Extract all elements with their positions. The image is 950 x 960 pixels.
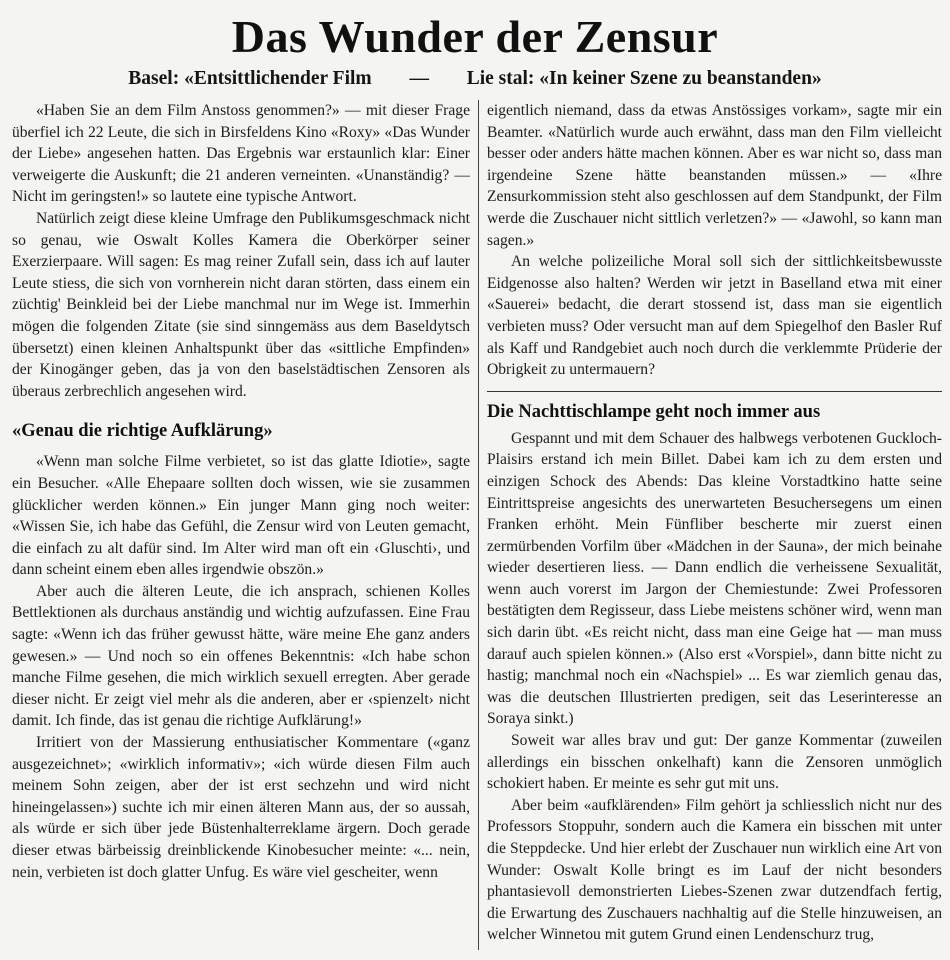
paragraph: Aber auch die älteren Leute, die ich ansprach, schienen Kolles Bettlektionen als durchaus anständig und wichtig aufzufassen. Eine Frau sagte: «Wenn ich das früher gewusst hätte, wäre meine Ehe ganz anders gewesen.» — Und noch so ein offenes Bekenntnis: «Ich habe schon manche Filme gesehen, die mich wirklich sexuell erregten. Aber gerade dieser nicht. Er zeigt viel mehr als die anderen, aber er ‹spienzelt› nicht damit. Ich finde, das ist genau die richtige Aufklärung!» [12,582,470,730]
paragraph: «Haben Sie an dem Film Anstoss genommen?» — mit dieser Frage überfiel ich 22 Leute, die sich in Birsfeldens Kino «Roxy» «Das Wunder der Liebe» angesehen hatten. Das Ergebnis war erstaunlich klar: Einer verweigerte die Auskunft; die 21 anderen verneinten. «Unanständig? — Nicht im geringsten!» so lautete eine typische Antwort. [12,102,470,206]
paragraph: Natürlich zeigt diese kleine Umfrage den Publikumsgeschmack nicht so genau, wie Oswalt Kolles Kamera die Oberkörper seiner Exerzierpaare. Will sagen: Es mag reiner Zufall sein, dass ich auf lauter Leute stiess, die sich von vornherein nicht daran störten, dass einem ein züchtig' Beinkleid bei der Liebe manchmal nur im Wege ist. Immerhin mögen die folgenden Zitate (sie sind sinngemäss aus dem Baseldytsch übersetzt) einen kleinen Anhaltspunkt über das «sittliche Empfinden» der Kinogänger geben, das ja von den baselstädtischen Zensoren als überaus zerbrechlich angesehen wird. [12,209,470,400]
subheadline-liestal: Lie stal: «In keiner Szene zu beanstanden» [466,68,822,89]
subheadline-dash: — [409,68,429,89]
section-divider [487,391,942,392]
article-subheadline [0,66,950,92]
paragraph: Aber beim «aufklärenden» Film gehört ja schliesslich nicht nur des Professors Stoppuhr, sondern auch die Kamera ein bisschen mit unter die Steppdecke. Und hier erlebt der Zuschauer nun wirklich eine Art von Wunder: Oswalt Kolle bringt es im Lauf der nicht besonders phantasievoll demonstrierten Liebes-Szenen zwar dutzendfach fertig, die Erwartung des Zuschauers nachhaltig auf die Stelle hinzuweisen, an welcher Winnetou mit gutem Grund einen Lendenschurz trug, [487,796,942,944]
paragraph: Gespannt und mit dem Schauer des halbwegs verbotenen Guckloch-Plaisirs erstand ich mein Billet. Dabei kam ich zu dem ersten und einzigen Schock des Abends: Das kleine Vorstadtkino hatte seine Eintrittspreise angesichts des unerwarteten Besuchersegens um einen Franken erhöht. Mein Fünfliber bescherte mir zuerst einen zermürbenden Vorfilm über «Mädchen in der Sauna», der mich beinahe wieder desertieren liess. — Dann endlich die verheissene Sexualität, wenn auch vorerst im Jargon der Chemiestunde: Zwei Professoren bestätigten dem Regisseur, dass Liebe meistens schöner wird, wenn man sich darin übt. «Es reicht nicht, dass man eine Geige hat — man muss darauf auch spielen können.» (Also erst «Vorspiel», dann bitte nicht zu hastig; manchmal noch ein «Nachspiel» ... Es war ziemlich genau das, was die deutschen Illustrierten predigen, seit das Leserinteresse an Soraya sinkt.) [487,429,942,728]
right-column [487,100,942,950]
paragraph: eigentlich niemand, dass da etwas Anstössiges vorkam», sagte mir ein Beamter. «Natürlich wurde auch erwähnt, dass man den Film vielleicht besser oder anders hätte machen können. Aber es war nicht so, dass man irgendeine Szene hätte beanstanden müssen.» — «Ihre Zensurkommission steht also geschlossen auf dem Standpunkt, der Film werde die Zuschauer nicht sittlich verletzen?» — «Jawohl, so kann man sagen.» [487,102,942,249]
article-headline: Das Wunder der Zensur [231,11,719,62]
left-column [12,100,470,950]
section-heading: Die Nachttischlampe geht noch immer aus [487,401,821,422]
paragraph: «Wenn man solche Filme verbietet, so ist das glatte Idiotie», sagte ein Besucher. «Alle Ehepaare sollten doch wissen, wie sie zusammen glücklicher werden können.» Ein junger Mann ging noch weiter: «Wissen Sie, ich habe das Gefühl, die Zensur wird von Leuten gemacht, die einfach zu alt dafür sind. Im Alter wird man oft ein ‹Gluschti›, und dann scheint einem eben alles irgendwie obszön.» [12,453,470,579]
paragraph: An welche polizeiliche Moral soll sich der sittlichkeitsbewusste Eidgenosse also halten? Werden wir jetzt in Baselland etwa mit einer «Sauerei» bedacht, die derart stossend ist, dass man sie eigentlich verbieten muss? Oder versucht man auf dem Spiegelhof den Basler Ruf als Kaff und Randgebiet auch noch durch die verklemmte Prüderie der Obrigkeit zu untermauern? [487,253,942,379]
column-divider [478,100,479,950]
paragraph: Irritiert von der Massierung enthusiatischer Kommentare («ganz ausgezeichnet»; «wirklich informativ»; «ich würde diesen Film auch meinem Sohn zeigen, aber der ist erst sechzehn und wird nicht hineingelassen») suchte ich mir einen älteren Mann aus, der so aussah, als würde er sich über jede Büstenhalterreklame ärgern. Doch gerade dieser etwas bärbeissig dreinblickende Kinobesucher meinte: «... nein, nein, verbieten ist doch glatter Unfug. Es wäre viel gescheiter, wenn [12,734,470,881]
paragraph: Soweit war alles brav und gut: Der ganze Kommentar (zuweilen allerdings ein bisschen onkelhaft) kann die Zensoren unmöglich schokiert haben. Er meinte es sehr gut mit uns. [487,732,942,793]
subheadline-basel: Basel: «Entsittlichender Film [128,68,372,89]
section-heading: «Genau die richtige Aufklärung» [12,421,273,442]
